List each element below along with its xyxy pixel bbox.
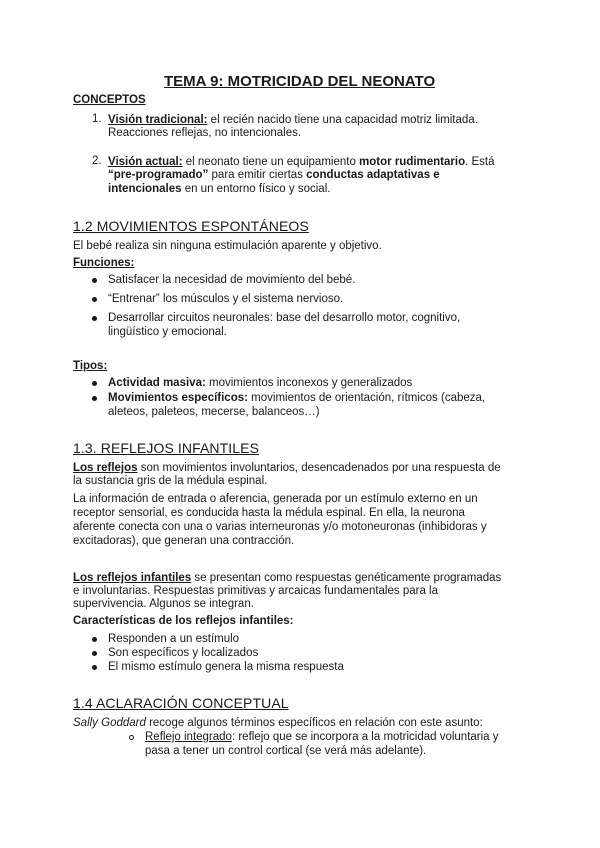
list-item: Son específicos y localizados xyxy=(108,647,259,659)
item-label: Visión tradicional: xyxy=(108,114,208,126)
list-item: Responden a un estímulo xyxy=(108,633,240,645)
list-item: El mismo estímulo genera la misma respuesta xyxy=(108,661,344,673)
paragraph-line: Los reflejos infantiles se presentan como respuestas genéticamente programadas xyxy=(73,572,502,584)
section-intro: El bebé realiza sin ninguna estimulación aparente y objetivo. xyxy=(73,240,382,252)
list-number: 1. xyxy=(92,113,102,125)
paragraph-line: excitadoras), que generan una contracción. xyxy=(73,535,295,547)
section-heading-aclaracion: 1.4 ACLARACIÓN CONCEPTUAL xyxy=(73,695,289,711)
bullet-icon xyxy=(92,665,97,670)
bullet-icon xyxy=(92,278,97,283)
bullet-icon xyxy=(92,396,97,401)
paragraph-line: supervivencia. Algunos se integran. xyxy=(73,598,254,610)
caracteristicas-heading: Características de los reflejos infantiles: xyxy=(73,615,294,627)
author-name: Sally Goddard xyxy=(73,717,146,729)
list-item: Actividad masiva: movimientos inconexos y generalizados xyxy=(108,377,413,389)
tipos-heading: Tipos: xyxy=(73,360,108,372)
bullet-icon xyxy=(92,651,97,656)
bullet-icon xyxy=(92,381,97,386)
paragraph-line: e involuntarias. Respuestas primitivas y arcaicas fundamentales para la xyxy=(73,585,438,597)
paragraph-line: la sustancia gris de la médula espinal. xyxy=(73,475,268,487)
list-item-continuation: lingüístico y emocional. xyxy=(108,326,227,338)
paragraph-line: Sally Goddard recoge algunos términos específicos en relación con este asunto: xyxy=(73,717,483,729)
item-label: Actividad masiva: xyxy=(108,377,206,389)
page-title: TEMA 9: MOTRICIDAD DEL NEONATO xyxy=(164,73,436,90)
bullet-icon xyxy=(92,637,97,642)
list-item-continuation: “pre-programado” para emitir ciertas conductas adaptativas e xyxy=(108,169,440,181)
sub-list-item-continuation: pasa a tener un control cortical (se verá más adelante). xyxy=(145,745,427,757)
funciones-heading: Funciones: xyxy=(73,257,135,269)
paragraph-line: aferente conecta con una o varias interneuronas y/o motoneuronas (inhibidoras y xyxy=(73,521,487,533)
paragraph-line: Los reflejos son movimientos involuntarios, desencadenados por una respuesta de xyxy=(73,462,501,474)
list-number: 2. xyxy=(92,155,102,167)
list-item: Visión actual: el neonato tiene un equipamiento motor rudimentario. Está xyxy=(108,156,495,168)
list-item-continuation: Reacciones reflejas, no intencionales. xyxy=(108,127,302,139)
item-label: Movimientos específicos: xyxy=(108,392,248,404)
section-heading-reflejos: 1.3. REFLEJOS INFANTILES xyxy=(73,440,260,456)
list-item: Satisfacer la necesidad de movimiento del bebé. xyxy=(108,274,356,286)
list-item: “Entrenar” los músculos y el sistema nervioso. xyxy=(108,293,344,305)
circle-bullet-icon xyxy=(129,735,134,740)
list-item: Visión tradicional: el recién nacido tiene una capacidad motriz limitada. xyxy=(108,114,478,126)
bullet-icon xyxy=(92,297,97,302)
conceptos-heading: CONCEPTOS xyxy=(73,94,146,106)
term-label: Los reflejos infantiles xyxy=(73,572,192,584)
list-item-continuation: aleteos, paleteos, mecerse, balanceos…) xyxy=(108,406,320,418)
paragraph-line: receptor sensorial, es conducida hasta la médula espinal. En ella, la neurona xyxy=(73,507,465,519)
list-item-continuation: intencionales en un entorno físico y social. xyxy=(108,183,331,195)
sub-list-item: Reflejo integrado: reflejo que se incorpora a la motricidad voluntaria y xyxy=(145,731,499,743)
bullet-icon xyxy=(92,316,97,321)
section-heading-espontaneos: 1.2 MOVIMIENTOS ESPONTÁNEOS xyxy=(73,218,309,234)
paragraph-line: La información de entrada o aferencia, generada por un estímulo externo en un xyxy=(73,493,478,505)
list-item: Movimientos específicos: movimientos de orientación, rítmicos (cabeza, xyxy=(108,392,486,404)
list-item: Desarrollar circuitos neuronales: base del desarrollo motor, cognitivo, xyxy=(108,312,461,324)
term-label: Reflejo integrado xyxy=(145,731,232,743)
item-label: Visión actual: xyxy=(108,156,183,168)
term-label: Los reflejos xyxy=(73,462,138,474)
